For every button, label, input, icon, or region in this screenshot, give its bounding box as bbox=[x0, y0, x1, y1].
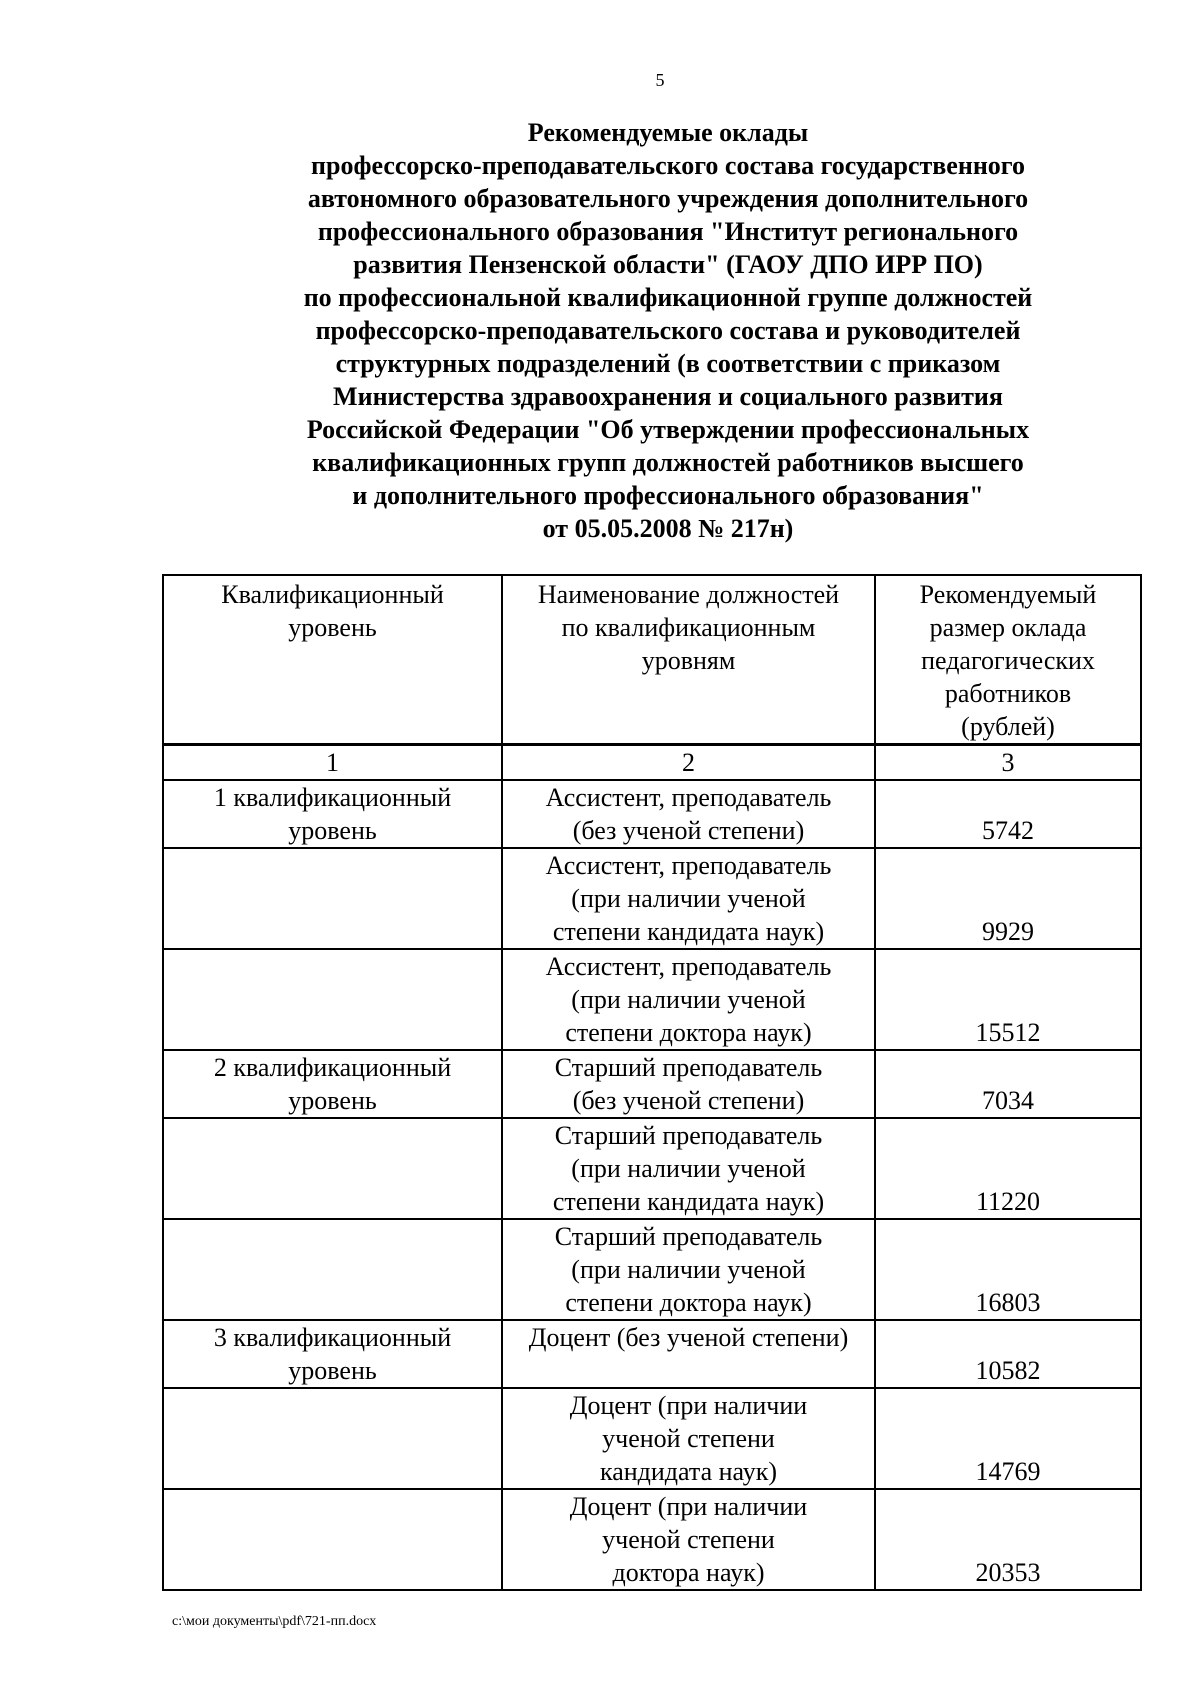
qualification-level-cell bbox=[163, 848, 502, 949]
title-line: Рекомендуемые оклады bbox=[527, 118, 809, 147]
qualification-level-cell: 3 квалификационный уровень bbox=[163, 1320, 502, 1388]
column-number: 2 bbox=[502, 745, 875, 780]
column-number: 3 bbox=[875, 745, 1141, 780]
title-line: профессионального образования "Институт регионального bbox=[317, 217, 1019, 246]
footer-file-path: c:\мои документы\pdf\721-пп.docx bbox=[172, 1614, 377, 1629]
position-cell: Старший преподаватель (без ученой степени) bbox=[502, 1050, 875, 1118]
qualification-level-cell bbox=[163, 1489, 502, 1590]
qualification-level-cell bbox=[163, 1118, 502, 1219]
title-line: развития Пензенской области" (ГАОУ ДПО ИРР ПО) bbox=[353, 250, 983, 279]
table-row bbox=[163, 1118, 1141, 1219]
salary-cell: 10582 bbox=[875, 1320, 1141, 1388]
salary-table bbox=[162, 744, 1142, 1591]
salary-cell: 5742 bbox=[875, 780, 1141, 848]
column-number-row bbox=[163, 745, 1141, 780]
document-title bbox=[228, 116, 1108, 545]
table-row bbox=[163, 780, 1141, 848]
table-row bbox=[163, 1219, 1141, 1320]
title-line: от 05.05.2008 № 217н) bbox=[542, 514, 794, 543]
header-qualification-level: Квалификационный уровень bbox=[163, 575, 502, 744]
title-line: профессорско-преподавательского состава и руководителей bbox=[315, 316, 1021, 345]
qualification-level-cell: 2 квалификационный уровень bbox=[163, 1050, 502, 1118]
salary-cell: 7034 bbox=[875, 1050, 1141, 1118]
position-cell: Доцент (без ученой степени) bbox=[502, 1320, 875, 1388]
salary-table-header bbox=[162, 574, 1142, 745]
title-line: Министерства здравоохранения и социального развития bbox=[333, 382, 1003, 411]
title-line: структурных подразделений (в соответствии с приказом bbox=[335, 349, 1001, 378]
salary-cell: 11220 bbox=[875, 1118, 1141, 1219]
position-cell: Старший преподаватель (при наличии ученой степени кандидата наук) bbox=[502, 1118, 875, 1219]
position-cell: Старший преподаватель (при наличии ученой степени доктора наук) bbox=[502, 1219, 875, 1320]
table-row bbox=[163, 1320, 1141, 1388]
title-line: Российской Федерации "Об утверждении профессиональных bbox=[306, 415, 1030, 444]
salary-cell: 9929 bbox=[875, 848, 1141, 949]
salary-cell: 14769 bbox=[875, 1388, 1141, 1489]
qualification-level-cell bbox=[163, 949, 502, 1050]
position-cell: Ассистент, преподаватель (без ученой степени) bbox=[502, 780, 875, 848]
table-row bbox=[163, 1489, 1141, 1590]
salary-cell: 16803 bbox=[875, 1219, 1141, 1320]
title-line: квалификационных групп должностей работников высшего bbox=[312, 448, 1024, 477]
table-row bbox=[163, 848, 1141, 949]
position-cell: Доцент (при наличии ученой степени кандидата наук) bbox=[502, 1388, 875, 1489]
page-number: 5 bbox=[655, 70, 665, 90]
position-cell: Ассистент, преподаватель (при наличии ученой степени доктора наук) bbox=[502, 949, 875, 1050]
salary-cell: 15512 bbox=[875, 949, 1141, 1050]
header-row bbox=[163, 575, 1141, 744]
title-line: и дополнительного профессионального образования" bbox=[352, 481, 984, 510]
qualification-level-cell bbox=[163, 1388, 502, 1489]
qualification-level-cell: 1 квалификационный уровень bbox=[163, 780, 502, 848]
salary-cell: 20353 bbox=[875, 1489, 1141, 1590]
header-recommended-salary: Рекомендуемый размер оклада педагогических работников (рублей) bbox=[875, 575, 1141, 744]
header-position-name: Наименование должностей по квалификационным уровням bbox=[502, 575, 875, 744]
column-number: 1 bbox=[163, 745, 502, 780]
title-line: профессорско-преподавательского состава государственного bbox=[311, 151, 1025, 180]
title-line: автономного образовательного учреждения дополнительного bbox=[307, 184, 1029, 213]
title-line: по профессиональной квалификационной группе должностей bbox=[303, 283, 1033, 312]
table-row bbox=[163, 949, 1141, 1050]
table-row bbox=[163, 1388, 1141, 1489]
table-row bbox=[163, 1050, 1141, 1118]
qualification-level-cell bbox=[163, 1219, 502, 1320]
position-cell: Ассистент, преподаватель (при наличии ученой степени кандидата наук) bbox=[502, 848, 875, 949]
position-cell: Доцент (при наличии ученой степени доктора наук) bbox=[502, 1489, 875, 1590]
